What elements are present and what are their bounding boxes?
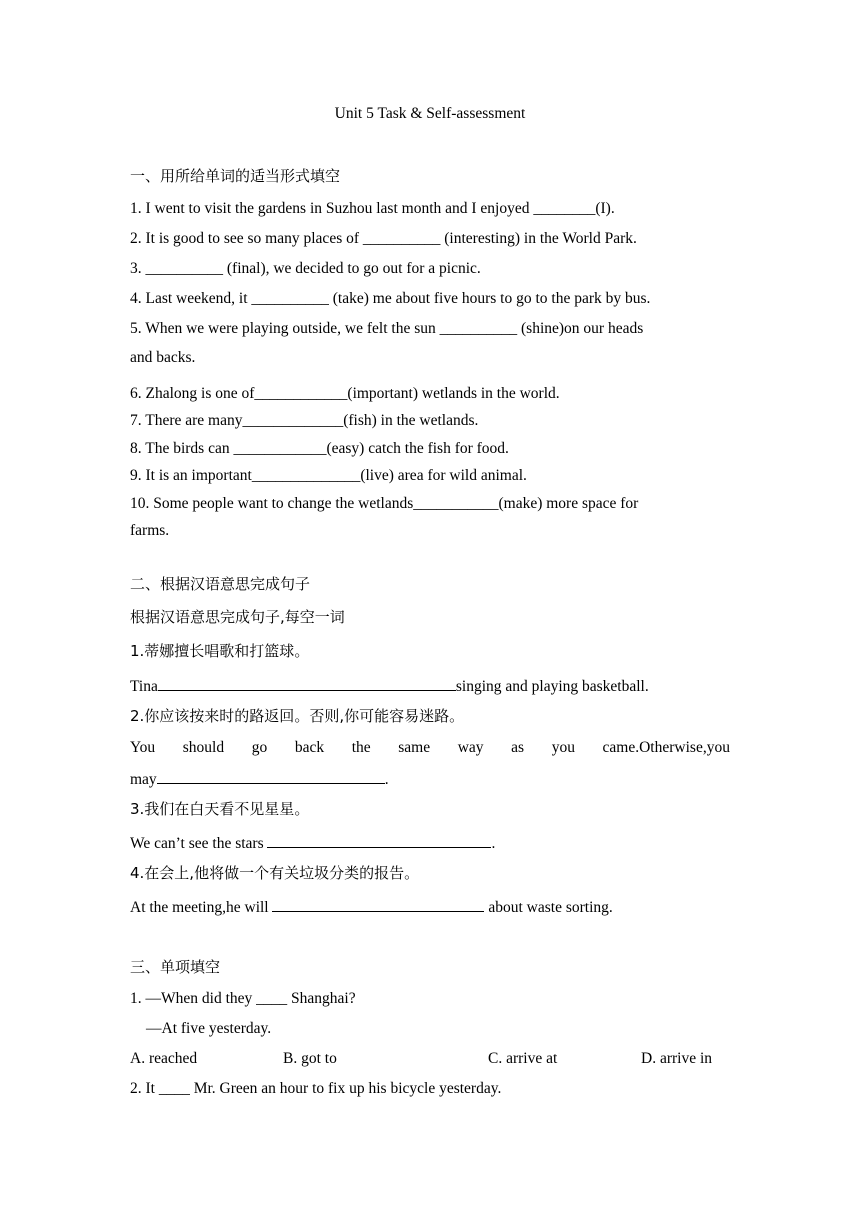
s2-q3-chinese: 3.我们在白天看不见星星。 xyxy=(130,800,310,818)
s1-item-10-cont: farms. xyxy=(130,522,170,539)
s1-item-5: 5. When we were playing outside, we felt the sun __________ (shine)on our heads xyxy=(130,320,644,337)
s1-item-6: 6. Zhalong is one of____________(important) wetlands in the world. xyxy=(130,385,560,402)
s1-item-1: 1. I went to visit the gardens in Suzhou last month and I enjoyed ________(I). xyxy=(130,200,615,217)
s2-q1-before: Tina xyxy=(130,678,158,695)
word: as xyxy=(511,739,525,756)
s2-q1-after: singing and playing basketball. xyxy=(455,678,649,695)
section2-heading: 二、根据汉语意思完成句子 xyxy=(130,575,311,593)
option-a[interactable]: A. reached xyxy=(130,1050,198,1067)
s3-q1: 1. —When did they ____ Shanghai? xyxy=(130,990,356,1007)
option-c[interactable]: C. arrive at xyxy=(488,1050,558,1067)
word: the xyxy=(351,739,371,756)
word: you xyxy=(551,739,575,756)
word: You xyxy=(130,739,156,756)
s1-item-8: 8. The birds can ____________(easy) catch the fish for food. xyxy=(130,440,509,457)
s2-q4-chinese: 4.在会上,他将做一个有关垃圾分类的报告。 xyxy=(130,864,420,882)
section1-heading: 一、用所给单词的适当形式填空 xyxy=(130,167,341,185)
word: way xyxy=(457,739,484,756)
s3-q1-answer: —At five yesterday. xyxy=(146,1020,272,1037)
word: same xyxy=(398,739,431,756)
word: go xyxy=(251,739,268,756)
section3-heading: 三、单项填空 xyxy=(130,958,221,976)
s2-q3-after: . xyxy=(491,835,496,852)
s2-q2-english-line2 xyxy=(130,768,389,790)
option-d[interactable]: D. arrive in xyxy=(641,1050,713,1067)
s2-q4-english xyxy=(130,896,613,918)
s3-q2: 2. It ____ Mr. Green an hour to fix up his bicycle yesterday. xyxy=(130,1080,502,1097)
s2-q1-chinese: 1.蒂娜擅长唱歌和打篮球。 xyxy=(130,642,310,660)
word: should xyxy=(182,739,225,756)
s1-item-3: 3. __________ (final), we decided to go out for a picnic. xyxy=(130,260,481,277)
s2-q3-before: We can’t see the stars xyxy=(130,835,268,852)
answer-blank[interactable] xyxy=(158,675,456,691)
option-b[interactable]: B. got to xyxy=(283,1050,337,1067)
s2-q3-english xyxy=(130,832,495,854)
answer-blank[interactable] xyxy=(272,896,484,912)
s2-q1-english xyxy=(130,675,649,697)
s1-item-2: 2. It is good to see so many places of __________ (interesting) in the World Park. xyxy=(130,230,637,247)
s1-item-10: 10. Some people want to change the wetlands___________(make) more space for xyxy=(130,495,639,512)
word: came.Otherwise,you xyxy=(602,739,730,756)
s1-item-5-cont: and backs. xyxy=(130,349,196,366)
page-title: Unit 5 Task & Self-assessment xyxy=(334,105,526,122)
s1-item-9: 9. It is an important______________(live) area for wild animal. xyxy=(130,467,527,484)
s2-q2-chinese: 2.你应该按来时的路返回。否则,你可能容易迷路。 xyxy=(130,707,465,725)
s1-item-7: 7. There are many_____________(fish) in the wetlands. xyxy=(130,412,479,429)
s2-q4-before: At the meeting,he will xyxy=(130,899,273,916)
section2-instruction: 根据汉语意思完成句子,每空一词 xyxy=(130,608,345,626)
s2-q4-after: about waste sorting. xyxy=(484,899,613,916)
s2-q2-english-line1 xyxy=(130,738,730,758)
s2-q2-after: . xyxy=(384,771,389,788)
s1-item-4: 4. Last weekend, it __________ (take) me about five hours to go to the park by bus. xyxy=(130,290,651,307)
answer-blank[interactable] xyxy=(267,832,491,848)
answer-blank[interactable] xyxy=(157,768,385,784)
s2-q2-before: may xyxy=(130,771,157,788)
word: back xyxy=(294,739,325,756)
